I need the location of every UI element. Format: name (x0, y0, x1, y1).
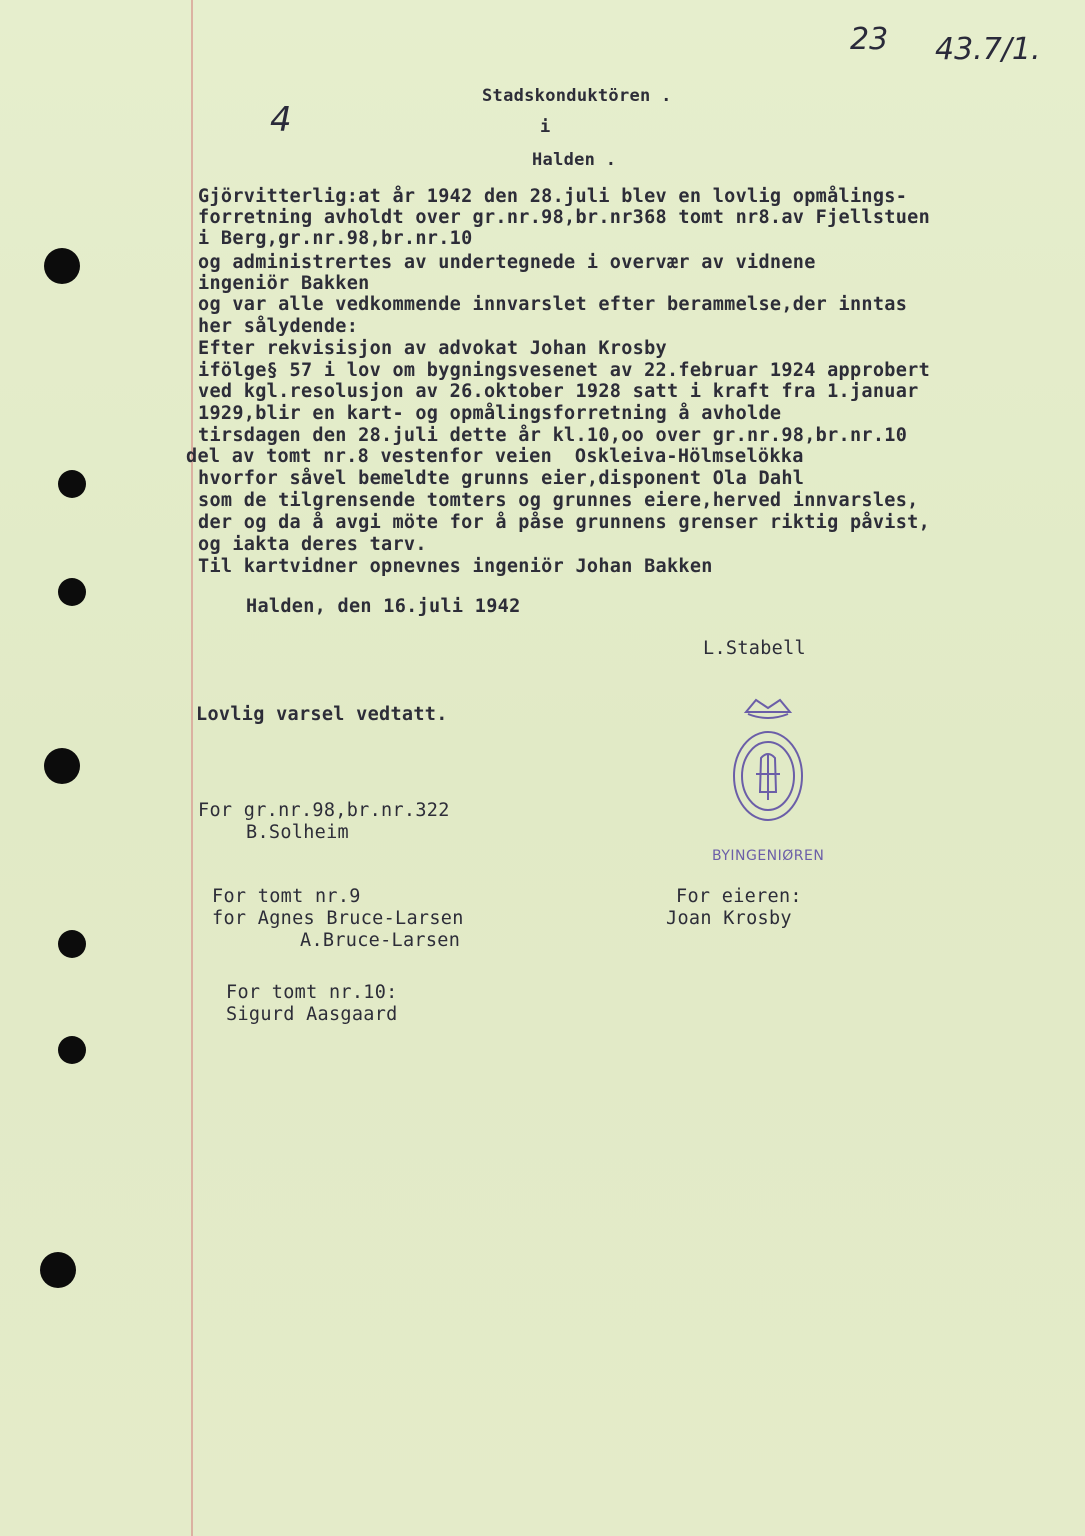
binder-hole (40, 1252, 76, 1288)
body-line: som de tilgrensende tomters og grunnes eiere,herved innvarsles, (198, 490, 919, 511)
body-line: forretning avholdt over gr.nr.98,br.nr368 tomt nr8.av Fjellstuen (198, 207, 931, 228)
body-line: Gjörvitterlig:at år 1942 den 28.juli blev en lovlig opmålings- (198, 186, 908, 207)
body-line: del av tomt nr.8 vestenfor veien Oskleiva-Hölmselökka (186, 446, 804, 467)
margin-mark: 4 (270, 100, 292, 140)
stamp-caption: BYINGENIØREN (712, 848, 825, 864)
folio-number: 23 (850, 22, 889, 57)
body-line: ved kgl.resolusjon av 26.oktober 1928 satt i kraft fra 1.januar (198, 381, 919, 402)
signatory-aasgaard: Sigurd Aasgaard (226, 1004, 398, 1025)
body-line: der og da å avgi möte for å påse grunnens grenser riktig påvist, (198, 512, 931, 533)
body-line: og administrertes av undertegnede i overvær av vidnene (198, 252, 816, 273)
body-line: og iakta deres tarv. (198, 534, 427, 555)
body-line: ifölge§ 57 i lov om bygningsvesenet av 22.februar 1924 approbert (198, 360, 931, 381)
body-line: og var alle vedkommende innvarslet efter berammelse,der inntas (198, 294, 908, 315)
binder-hole (44, 248, 80, 284)
signatory-grnr-label: For gr.nr.98,br.nr.322 (198, 800, 450, 821)
body-line: Efter rekvisisjon av advokat Johan Krosby (198, 338, 667, 359)
signatory-owner-label: For eieren: (676, 886, 802, 907)
city-seal-stamp (718, 696, 818, 826)
signatory-bruce-larsen: A.Bruce-Larsen (300, 930, 461, 951)
body-line: 1929,blir en kart- og opmålingsforretning å avholde (198, 403, 782, 424)
body-line: ingeniör Bakken (198, 273, 370, 294)
body-line: her sålydende: (198, 316, 359, 337)
signatory-krosby: Joan Krosby (666, 908, 792, 929)
addressee-title: Stadskonduktören . (482, 86, 672, 106)
addressee-preposition: i (540, 117, 551, 137)
signatory-tomt9-for: for Agnes Bruce-Larsen (212, 908, 464, 929)
signature-stabell: L.Stabell (703, 638, 806, 659)
binder-hole (58, 578, 86, 606)
body-line: tirsdagen den 28.juli dette år kl.10,oo over gr.nr.98,br.nr.10 (198, 425, 908, 446)
signatory-tomt9-label: For tomt nr.9 (212, 886, 361, 907)
body-line: Til kartvidner opnevnes ingeniör Johan Bakken (198, 556, 713, 577)
notice-accepted: Lovlig varsel vedtatt. (196, 704, 448, 725)
body-line: hvorfor såvel bemeldte grunns eier,disponent Ola Dahl (198, 468, 805, 489)
body-line: i Berg,gr.nr.98,br.nr.10 (198, 228, 473, 249)
binder-hole (44, 748, 80, 784)
signatory-solheim: B.Solheim (246, 822, 349, 843)
reference-number: 43.7/1. (935, 32, 1041, 67)
binder-hole (58, 930, 86, 958)
red-margin-line (191, 0, 193, 1536)
binder-hole (58, 470, 86, 498)
signatory-tomt10-label: For tomt nr.10: (226, 982, 398, 1003)
place-date: Halden, den 16.juli 1942 (246, 596, 521, 617)
binder-hole (58, 1036, 86, 1064)
addressee-city: Halden . (532, 150, 617, 170)
